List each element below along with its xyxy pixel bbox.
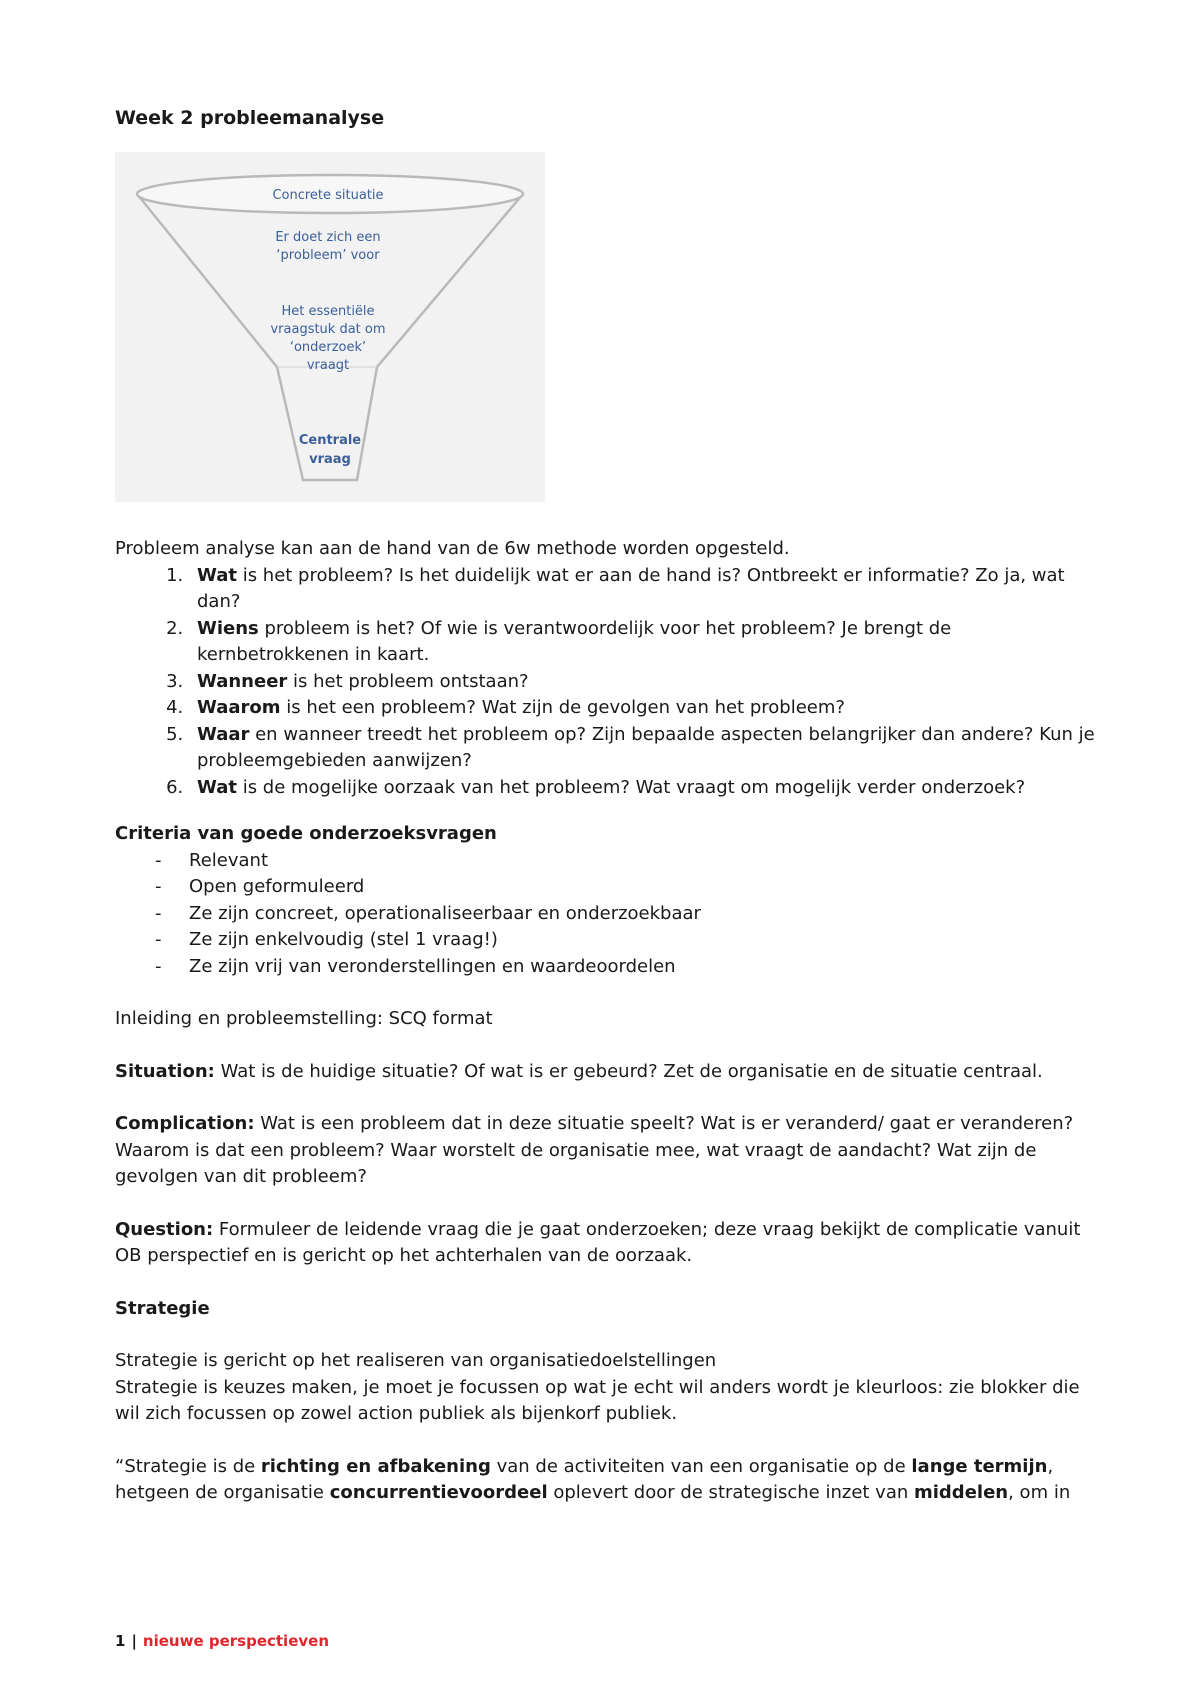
criteria-heading: Criteria van goede onderzoeksvragen [115,823,497,844]
quote-part: oplevert door de strategische inzet van [547,1482,914,1503]
complication-label: Complication: [115,1113,255,1134]
w-item-3 [189,669,1100,696]
criteria-item: - Ze zijn vrij van veronderstellingen en waardeoordelen [155,954,1100,981]
question-paragraph [115,1217,1100,1270]
situation-label: Situation: [115,1060,215,1082]
w-text: probleem is het? Of wie is verantwoordelijk voor het probleem? Je brengt de kernbetrokkenen in kaart. [197,617,952,665]
page-footer [115,1631,329,1651]
criteria-item: - Relevant [155,848,1100,875]
six-w-list [115,563,1100,802]
funnel-label-mid2-b: vraagstuk dat om [270,322,386,337]
w-item-1 [189,563,1100,616]
w-item-4 [189,695,1100,722]
criteria-item: - Open geformuleerd [155,874,1100,901]
quote-bold: lange termijn [911,1455,1048,1477]
w-key: Wat [197,564,237,586]
page-number: 1 [115,1632,126,1650]
funnel-label-top: Concrete situatie [272,188,384,203]
criteria-list [115,848,1100,981]
funnel-label-mid2-d: vraagt [306,358,350,373]
criteria-item: - Ze zijn concreet, operationaliseerbaar en onderzoekbaar [155,901,1100,928]
quote-part: “Strategie is de [115,1455,261,1477]
question-label: Question: [115,1218,214,1240]
funnel-label-bottom-a: Centrale [298,433,362,448]
w-item-2 [189,616,1100,669]
situation-paragraph [115,1059,1100,1086]
w-text: is het probleem ontstaan? [287,670,529,692]
intro-text: Probleem analyse kan aan de hand van de 6w methode worden opgesteld. [115,538,790,559]
w-text: en wanneer treedt het probleem op? Zijn bepaalde aspecten belangrijker dan andere? Kun je probleemgebieden aanwijzen? [197,723,1095,771]
funnel-label-mid1-b: ‘probleem’ voor [276,248,380,263]
quote-bold: concurrentievoordeel [329,1482,548,1503]
w-text: is de mogelijke oorzaak van het probleem? Wat vraagt om mogelijk verder onderzoek? [236,776,1026,798]
w-key: Waar [197,723,250,745]
page-content [115,104,1100,1507]
strategie-line-2: Strategie is keuzes maken, je moet je focussen op wat je echt wil anders wordt je kleurloos: zie blokker die wil zich focussen op zowel action publiek als bijenkorf publiek. [115,1376,1080,1424]
w-key: Wiens [197,617,259,639]
quote-part: , om in [1008,1482,1071,1503]
quote-part: van de activiteiten van een organisatie op de [490,1455,912,1477]
w-item-6 [189,775,1100,802]
question-text: Formuleer de leidende vraag die je gaat onderzoeken; deze vraag bekijkt de complicatie vanuit OB perspectief en is gericht op het achterhalen van de oorzaak. [115,1218,1081,1266]
quote-part: , hetgeen de organisatie [115,1455,1054,1503]
footer-separator: | [131,1632,137,1650]
w-key: Waarom [197,697,281,718]
complication-paragraph [115,1111,1100,1191]
strategie-quote [115,1454,1100,1507]
funnel-label-bottom-b: vraag [309,452,351,467]
w-key: Wat [197,776,237,798]
page-title: Week 2 probleemanalyse [115,107,385,129]
w-key: Wanneer [197,670,288,692]
w-text: is het probleem? Is het duidelijk wat er aan de hand is? Ontbreekt er informatie? Zo ja, wat dan? [197,564,1065,612]
footer-brand: nieuwe perspectieven [142,1632,330,1650]
w-item-5 [189,722,1100,775]
funnel-diagram [115,152,545,502]
complication-text: Wat is een probleem dat in deze situatie speelt? Wat is er veranderd/ gaat er veranderen? Waarom is dat een probleem? Waar worstelt de organisatie mee, wat vraagt de aandacht? Wat zijn de gevolgen van dit probleem? [115,1113,1074,1187]
strategie-heading: Strategie [115,1297,210,1319]
funnel-label-mid2-a: Het essentiële [281,304,375,319]
w-text: is het een probleem? Wat zijn de gevolgen van het probleem? [280,697,845,718]
scq-intro: Inleiding en probleemstelling: SCQ format [115,1008,493,1029]
funnel-label-mid2-c: ‘onderzoek’ [289,340,367,355]
criteria-item: - Ze zijn enkelvoudig (stel 1 vraag!) [155,927,1100,954]
funnel-label-mid1-a: Er doet zich een [275,230,381,245]
strategie-line-1: Strategie is gericht op het realiseren van organisatiedoelstellingen [115,1350,717,1371]
situation-text: Wat is de huidige situatie? Of wat is er gebeurd? Zet de organisatie en de situatie centraal. [214,1060,1043,1082]
funnel-svg [115,152,545,502]
quote-bold: richting en afbakening [260,1455,491,1477]
quote-bold: middelen [914,1482,1009,1503]
